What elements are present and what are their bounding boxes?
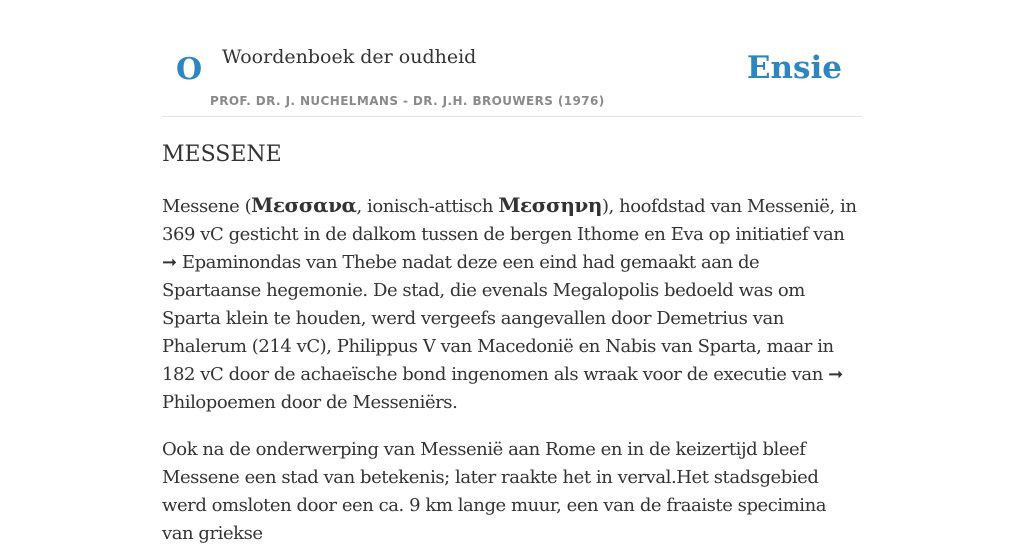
text-segment: , ionisch-attisch: [356, 196, 499, 217]
book-authors: PROF. DR. J. NUCHELMANS - DR. J.H. BROUWERS (1976): [210, 94, 605, 108]
entry-paragraph-2: Ook na de onderwerping van Messenië aan Rome en in de keizertijd bleef Messene een stad van betekenis; later raakte het in verval.Het stadsgebied werd omsloten door een ca. 9 km lange muur, een van de fraaiste specimina van griekse: [162, 439, 827, 544]
link-epaminondas[interactable]: ➞ Epaminondas: [162, 252, 301, 273]
book-title[interactable]: Woordenboek der oudheid: [222, 46, 477, 68]
greek-name-doric: Μεσσανα: [251, 193, 357, 217]
text-segment: van Thebe nadat deze een eind had gemaakt aan de Spartaanse hegemonie. De stad, die evenals Megalopolis bedoeld was om Sparta klein te houden, werd vergeefs aangevallen door Demetrius van Phalerum (214 vC), Philippus V van Macedonië en Nabis van Sparta, maar in 182 vC door de achaeïsche bond ingenomen als wraak voor de executie van: [162, 252, 834, 385]
letter-index[interactable]: O: [176, 52, 203, 87]
entry-content: [162, 138, 862, 548]
greek-name-attic: Μεσσηνη: [498, 193, 602, 217]
entry-paragraph-1: [162, 191, 862, 417]
header: [162, 0, 862, 117]
text-segment: door de Messeniërs.: [275, 392, 458, 413]
text-segment: ), hoofdstad van Messenië, in 369 vC gesticht in de dalkom tussen de bergen Ithome en Eva op initiatief van: [162, 196, 857, 245]
link-philopoemen[interactable]: ➞ Philopoemen: [162, 364, 843, 413]
ensie-logo[interactable]: Ensie: [746, 50, 842, 86]
entry-title: MESSENE: [162, 142, 282, 167]
text-segment: Messene (: [162, 196, 252, 217]
